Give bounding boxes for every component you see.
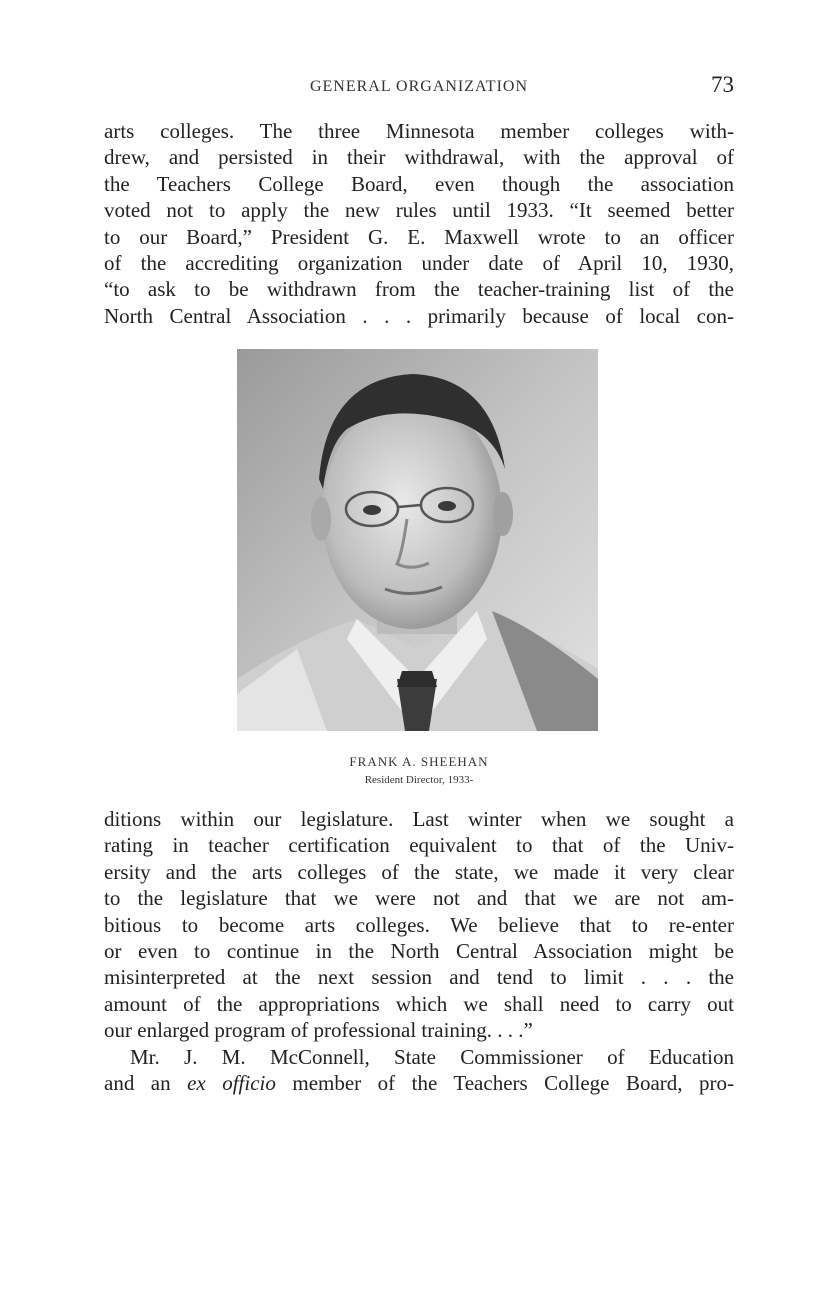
text-line: drew, and persisted in their withdrawal, with the approval of [104,145,734,170]
paragraph-1 [104,118,734,329]
italic-term: ex officio [187,1071,276,1096]
paragraph-2 [104,806,734,1044]
page-number: 73 [711,72,734,97]
text-segment: and an [104,1071,188,1096]
photo-caption-role: Resident Director, 1933- [364,774,474,786]
text-line: Mr. J. M. McConnell, State Commissioner of Education [130,1045,734,1069]
text-line: rating in teacher certification equivalent to that of the Univ- [104,833,734,858]
text-line: amount of the appropriations which we shall need to carry out [104,991,734,1016]
text-line: arts colleges. The three Minnesota member colleges with- [104,119,734,143]
portrait-photo [237,349,598,731]
text-segment: member of the Teachers College Board, pro- [275,1071,734,1096]
text-line: “to ask to be withdrawn from the teacher-training list of the [104,277,734,302]
photo-caption-name: FRANK A. SHEEHAN [349,754,489,769]
text-line: bitious to become arts colleges. We believe that to re-enter [104,912,734,937]
text-line: of the accrediting organization under date of April 10, 1930, [104,251,734,276]
text-line: ditions within our legislature. Last winter when we sought a [104,807,734,831]
text-line: to our Board,” President G. E. Maxwell wrote to an officer [104,224,734,249]
text-line: misinterpreted at the next session and tend to limit . . . the [104,965,734,990]
running-title: GENERAL ORGANIZATION [309,78,529,95]
text-line: our enlarged program of professional training. . . .” [104,1018,533,1043]
text-line: ersity and the arts colleges of the state, we made it very clear [104,859,734,884]
text-line: North Central Association . . . primarily because of local con- [104,303,734,328]
text-line: voted not to apply the new rules until 1933. “It seemed better [104,198,734,223]
portrait-image [237,349,598,731]
paragraph-3 [104,1044,734,1097]
text-line: or even to continue in the North Central Association might be [104,939,734,964]
text-line: the Teachers College Board, even though the association [104,171,734,196]
text-line: to the legislature that we were not and that we are not am- [104,886,734,911]
text-line [104,1070,734,1096]
running-head [104,74,734,104]
